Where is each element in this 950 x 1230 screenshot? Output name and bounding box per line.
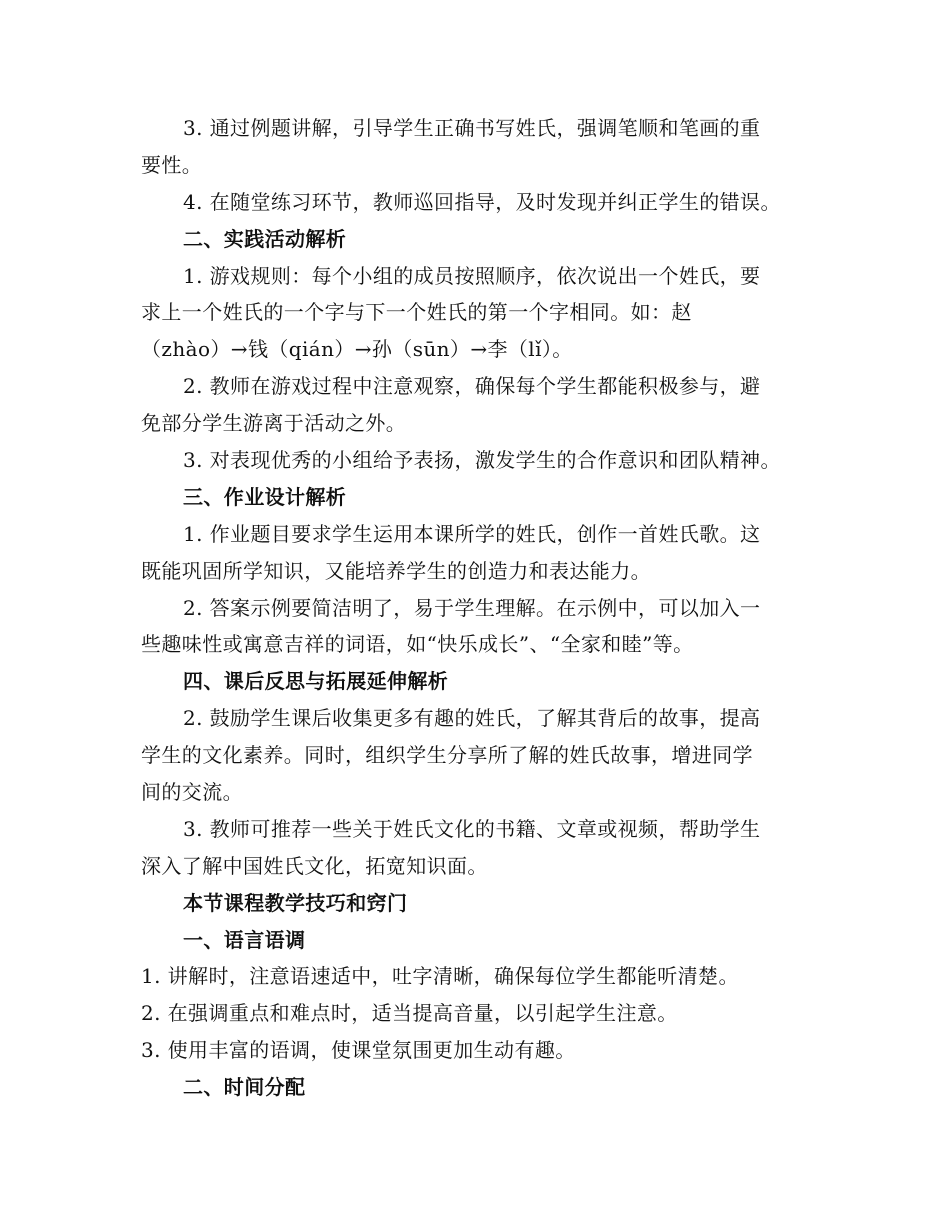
section-heading: 一、语言语调 — [183, 927, 306, 952]
paragraph-line: 1. 讲解时，注意语速适中，吐字清晰，确保每位学生都能听清楚。 — [141, 964, 739, 989]
paragraph-line: 学生的文化素养。同时，组织学生分享所了解的姓氏故事，增进同学 — [141, 743, 753, 768]
paragraph-line: 3. 对表现优秀的小组给予表扬，激发学生的合作意识和团队精神。 — [183, 448, 781, 473]
document-body — [141, 110, 821, 1106]
paragraph-line: 免部分学生游离于活动之外。 — [141, 411, 407, 436]
paragraph-line: 1. 作业题目要求学生运用本课所学的姓氏，创作一首姓氏歌。这 — [183, 521, 761, 546]
paragraph-line: 求上一个姓氏的一个字与下一个姓氏的第一个字相同。如：赵 — [141, 300, 692, 325]
section-heading: 三、作业设计解析 — [183, 484, 347, 509]
paragraph-line: 些趣味性或寓意吉祥的词语，如“快乐成长”、“全家和睦”等。 — [141, 632, 694, 657]
section-heading: 本节课程教学技巧和窍门 — [183, 890, 408, 915]
paragraph-line: 间的交流。 — [141, 780, 243, 805]
paragraph-line: 3. 通过例题讲解，引导学生正确书写姓氏，强调笔顺和笔画的重 — [183, 116, 761, 140]
paragraph-line: 2. 在强调重点和难点时，适当提高音量，以引起学生注意。 — [141, 1001, 678, 1026]
paragraph-line: 1. 游戏规则：每个小组的成员按照顺序，依次说出一个姓氏，要 — [183, 263, 761, 288]
paragraph-line: 3. 教师可推荐一些关于姓氏文化的书籍、文章或视频，帮助学生 — [183, 816, 761, 841]
paragraph-line: （zhào）→钱（qián）→孙（sūn）→李（lǐ）。 — [141, 337, 573, 362]
section-heading: 二、实践活动解析 — [183, 226, 347, 251]
paragraph-line: 既能巩固所学知识，又能培养学生的创造力和表达能力。 — [141, 558, 651, 583]
paragraph-line: 2. 鼓励学生课后收集更多有趣的姓氏，了解其背后的故事，提高 — [183, 706, 761, 731]
paragraph-line: 2. 答案示例要简洁明了，易于学生理解。在示例中，可以加入一 — [183, 595, 761, 620]
paragraph-line: 4. 在随堂练习环节，教师巡回指导，及时发现并纠正学生的错误。 — [183, 189, 781, 214]
section-heading: 二、时间分配 — [183, 1075, 306, 1100]
paragraph-line: 要性。 — [141, 152, 203, 177]
paragraph-line: 2. 教师在游戏过程中注意观察，确保每个学生都能积极参与，避 — [183, 374, 761, 399]
paragraph-line: 深入了解中国姓氏文化，拓宽知识面。 — [141, 853, 488, 878]
paragraph-line: 3. 使用丰富的语调，使课堂氛围更加生动有趣。 — [141, 1038, 576, 1063]
section-heading: 四、课后反思与拓展延伸解析 — [183, 669, 449, 694]
